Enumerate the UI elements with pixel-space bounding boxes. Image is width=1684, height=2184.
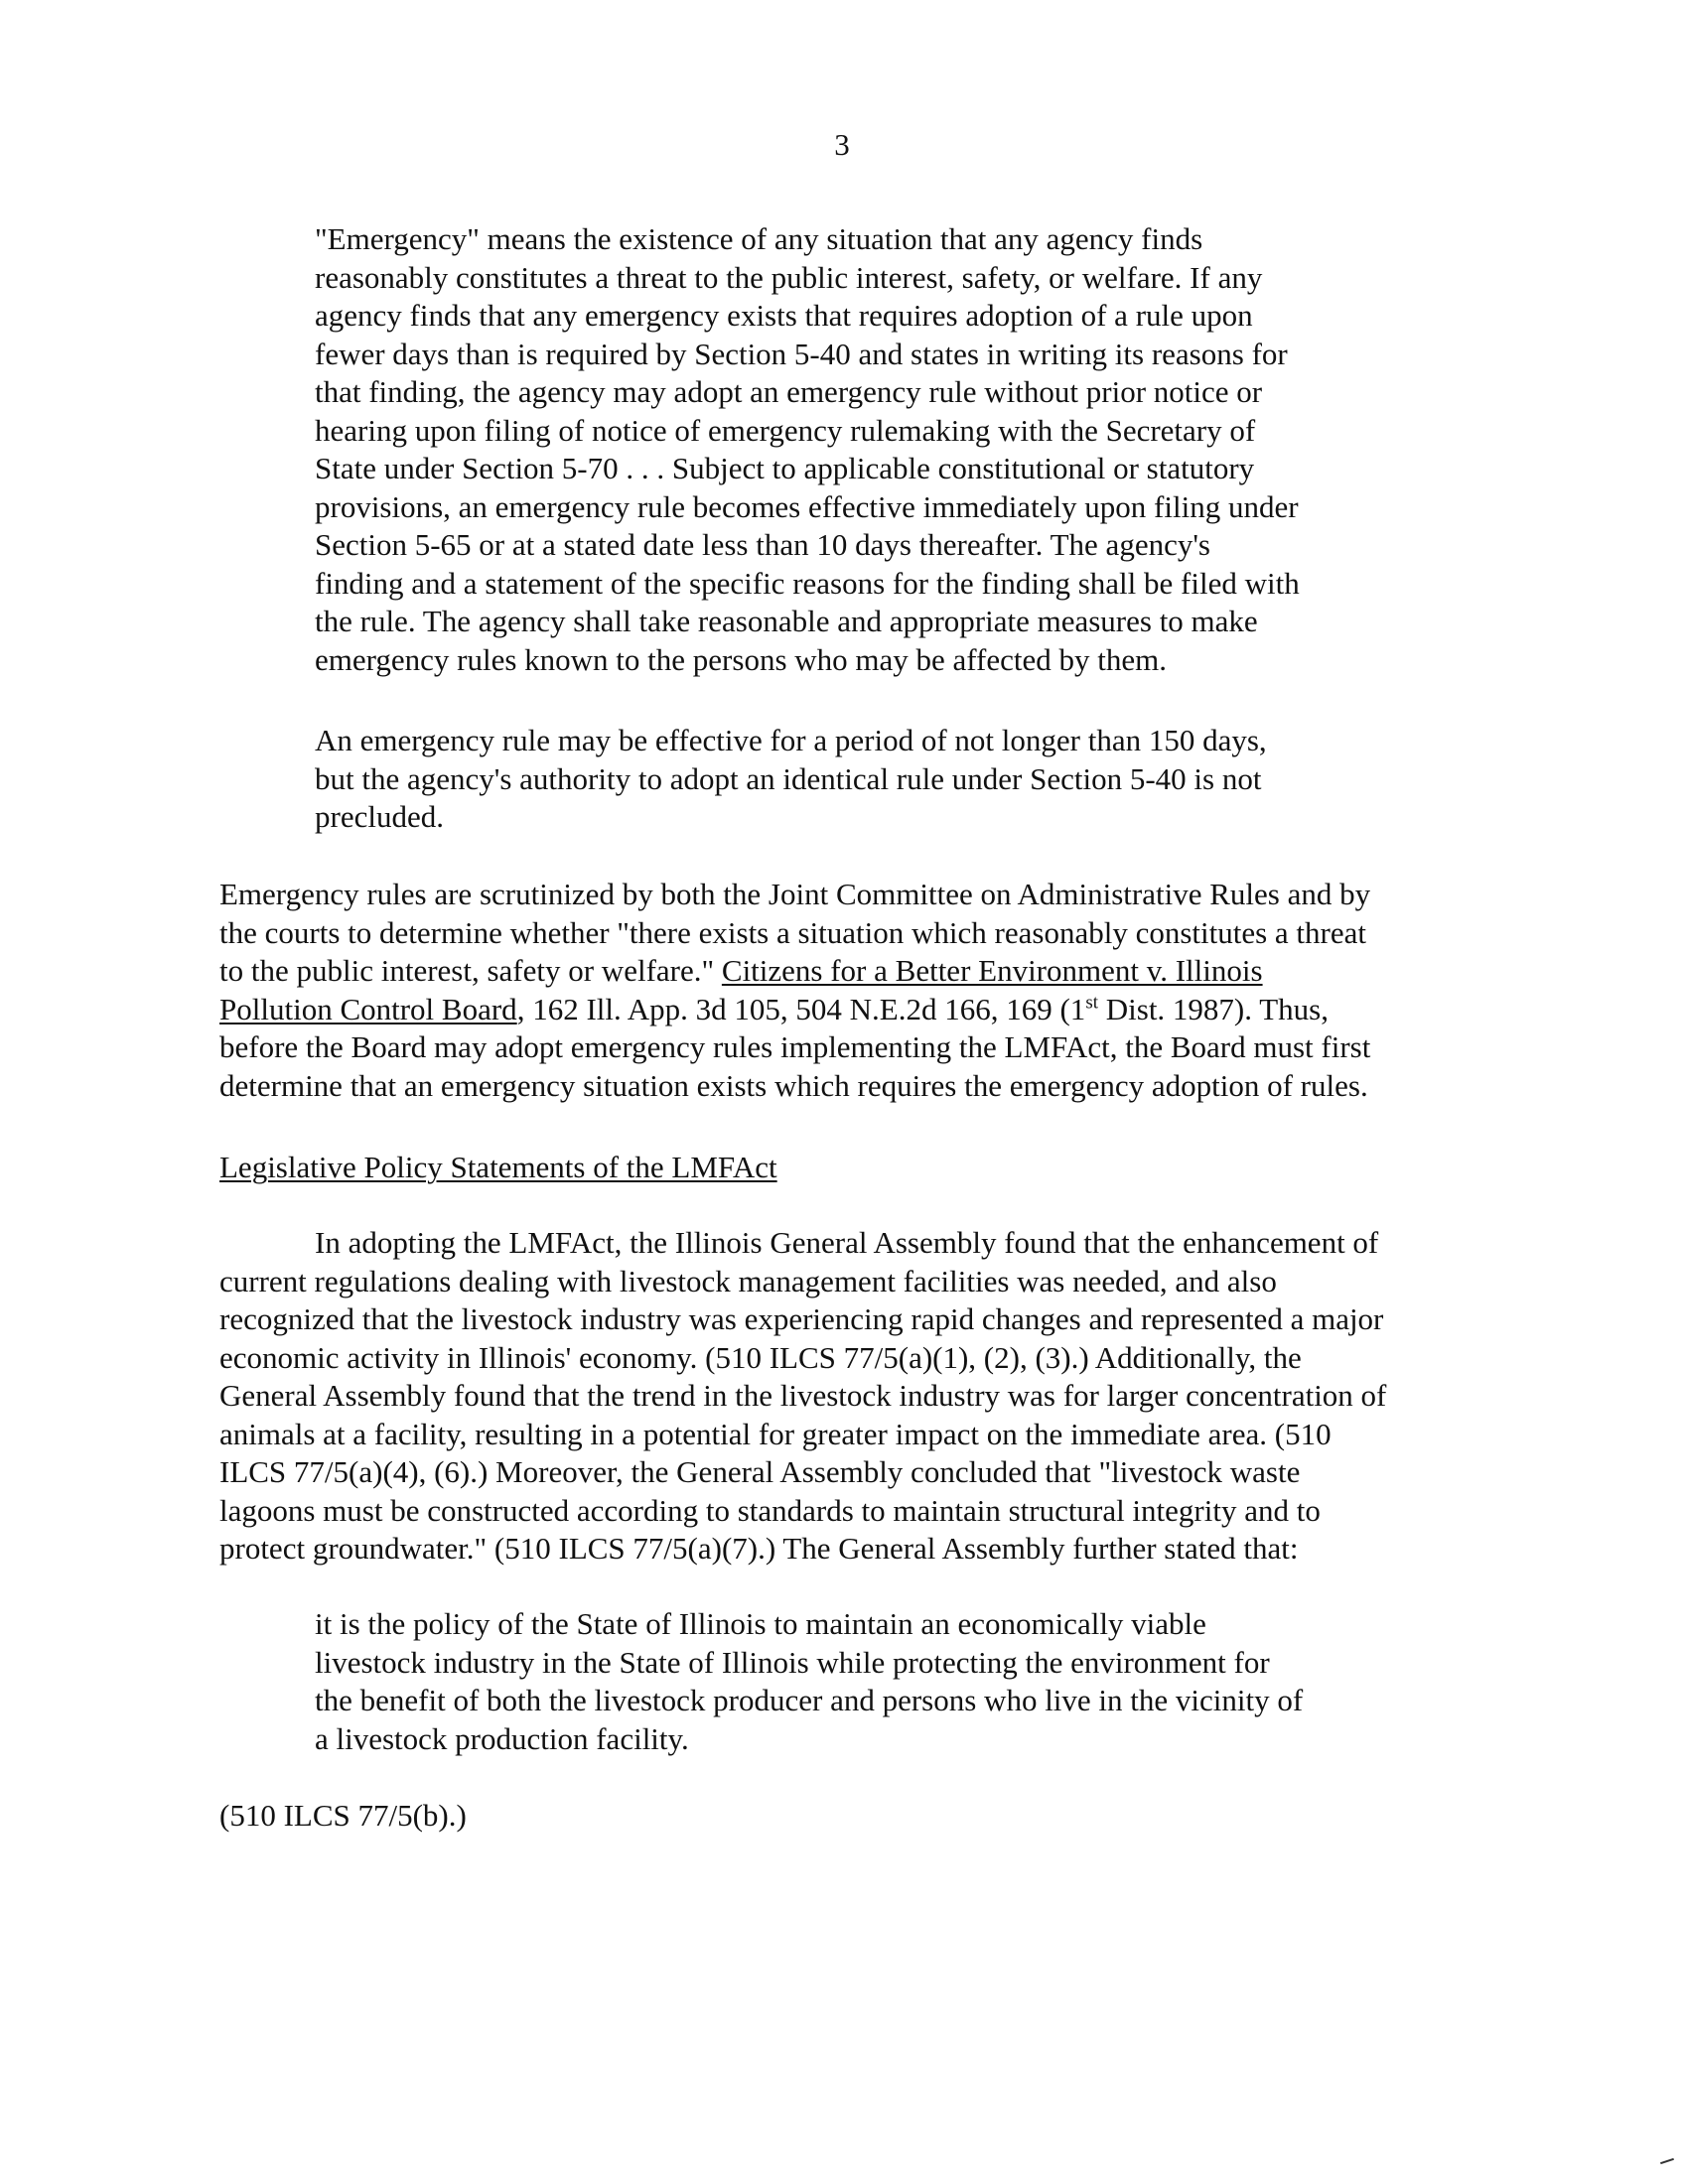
paragraph-emergency-scrutiny [219,876,1370,1105]
case-name-underlined: Pollution Control Board [219,991,517,1026]
scan-mark [1660,2158,1674,2164]
text-line: the rule. The agency shall take reasonable and appropriate measures to make [315,604,1258,638]
block-quote-effective-period [315,722,1267,837]
text-line: hearing upon filing of notice of emergency rulemaking with the Secretary of [315,412,1256,448]
text-line: provisions, an emergency rule becomes effective immediately upon filing under [315,488,1299,524]
text-line: recognized that the livestock industry was experiencing rapid changes and represented a major [219,1301,1384,1336]
text-line: An emergency rule may be effective for a period of not longer than 150 days, [315,723,1267,757]
text-span: to the public interest, safety or welfare." [219,953,722,988]
citation [219,1797,467,1836]
text-line: agency finds that any emergency exists that requires adoption of a rule upon [315,298,1253,333]
text-line: reasonably constitutes a threat to the public interest, safety, or welfare. If any [315,259,1263,295]
text-line: State under Section 5-70 . . . Subject to applicable constitutional or statutory [315,451,1255,485]
text-line: that finding, the agency may adopt an emergency rule without prior notice or [315,374,1263,409]
text-line: but the agency's authority to adopt an identical rule under Section 5-40 is not [315,760,1262,796]
text-line: Section 5-65 or at a stated date less than 10 days thereafter. The agency's [315,527,1210,562]
text-line: economic activity in Illinois' economy. (510 ILCS 77/5(a)(1), (2), (3).) Additionally, the [219,1339,1302,1375]
text-line: precluded. [315,799,444,834]
text-line: the courts to determine whether "there exists a situation which reasonably constitutes a threat [219,914,1366,950]
text-span: In adopting the LMFAct, the Illinois General Assembly found that the enhancement of [315,1225,1379,1260]
text-line [219,1224,1386,1263]
text-span: Dist. 1987). Thus, [1098,991,1329,1026]
text-line: livestock industry in the State of Illinois while protecting the environment for [315,1644,1270,1680]
text-line: General Assembly found that the trend in the livestock industry was for larger concentration of [219,1378,1387,1413]
text-line: a livestock production facility. [315,1720,689,1756]
text-line [219,991,1370,1029]
block-quote-emergency-definition [315,220,1300,679]
text-line: "Emergency" means the existence of any situation that any agency finds [315,221,1203,256]
text-line: emergency rules known to the persons who may be affected by them. [315,641,1167,677]
block-quote-state-policy [315,1605,1303,1758]
citation-text: (510 ILCS 77/5(b).) [219,1798,467,1833]
text-line: protect groundwater." (510 ILCS 77/5(a)(7).) The General Assembly further stated that: [219,1531,1299,1566]
text-line: it is the policy of the State of Illinois to maintain an economically viable [315,1606,1206,1641]
section-heading [219,1149,777,1187]
text-line: finding and a statement of the specific reasons for the finding shall be filed with [315,565,1300,601]
text-line: the benefit of both the livestock producer and persons who live in the vicinity of [315,1683,1304,1717]
text-line [219,952,1370,991]
case-name-underlined: Citizens for a Better Environment v. Illinois [721,953,1263,988]
text-span: , 162 Ill. App. 3d 105, 504 N.E.2d 166, 169 (1 [516,991,1086,1026]
text-line: determine that an emergency situation exists which requires the emergency adoption of rules. [219,1067,1368,1103]
text-line: current regulations dealing with livestock management facilities was needed, and also [219,1263,1277,1298]
paragraph-legislative-findings [219,1224,1386,1569]
text-line: before the Board may adopt emergency rules implementing the LMFAct, the Board must first [219,1029,1371,1064]
text-line: fewer days than is required by Section 5-40 and states in writing its reasons for [315,336,1288,371]
text-line: animals at a facility, resulting in a potential for greater impact on the immediate area. (510 [219,1416,1332,1451]
text-line: lagoons must be constructed according to standards to maintain structural integrity and to [219,1492,1321,1528]
page-number: 3 [834,127,850,162]
text-line: ILCS 77/5(a)(4), (6).) Moreover, the General Assembly concluded that "livestock waste [219,1454,1301,1489]
heading-text: Legislative Policy Statements of the LMFAct [219,1150,777,1184]
text-line: Emergency rules are scrutinized by both the Joint Committee on Administrative Rules and by [219,877,1371,911]
superscript: st [1085,992,1098,1014]
